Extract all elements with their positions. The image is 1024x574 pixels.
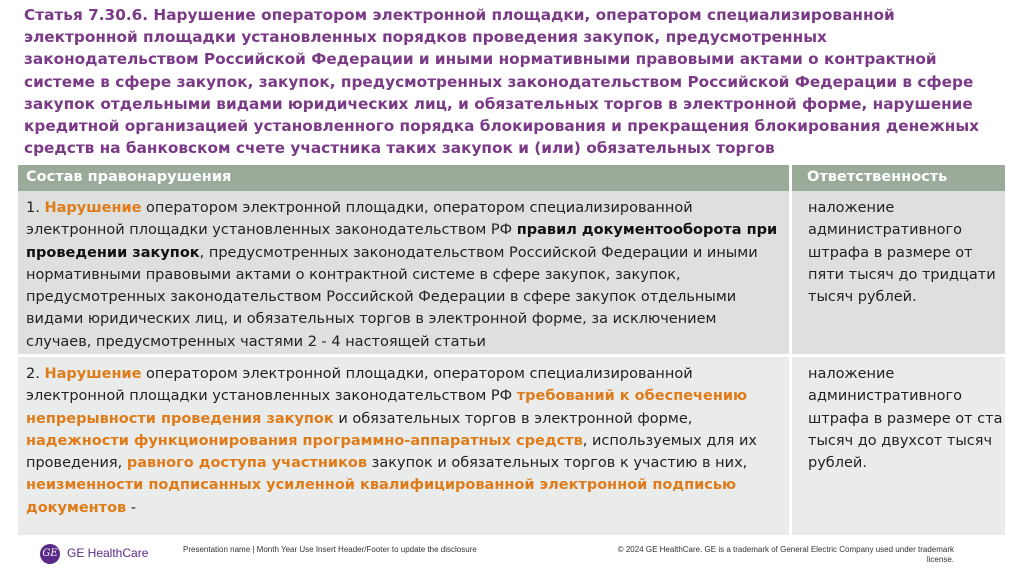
highlighted-text: неизменности подписанных усиленной квалифицированной электронной подписью документов xyxy=(26,477,737,516)
body-text: и обязательных торгов в электронной форме, xyxy=(333,410,693,427)
body-text: 1. xyxy=(26,200,45,216)
slide-title: Статья 7.30.6. Нарушение оператором электронной площадки, оператором специализированной электронной площадки установленных порядков проведения закупок, предусмотренных законодательством Российской Федерации и иными нормативными правовыми актами о контрактной системе в сфере закупок, закупок, предусмотренных законодательством Российской Федерации в сфере закупок отдельными видами юридических лиц, и обязательных торгов в электронной форме, нарушение кредитной организацией установленного порядка блокирования и прекращения блокирования денежных средств на банковском счете участника таких закупок и (или) обязательных торгов xyxy=(24,6,980,158)
body-text: оператором электронной площадки, оператором специализированной электронной площадки установленных законодательством РФ xyxy=(26,366,693,405)
liability-cell: наложение административного штрафа в размере от ста тысяч до двухсот тысяч рублей. xyxy=(808,366,1003,472)
offense-table xyxy=(18,165,1005,535)
highlighted-text: равного доступа участников xyxy=(126,455,368,472)
offense-cell xyxy=(26,197,786,353)
body-text: 2. xyxy=(26,366,45,382)
body-text: закупок и обязательных торгов к участию в них, xyxy=(367,455,748,472)
highlighted-text: надежности функционирования программно-аппаратных средств xyxy=(26,432,583,449)
table-row xyxy=(18,357,1005,535)
table-header xyxy=(18,165,1005,191)
highlighted-text: Нарушение xyxy=(44,366,142,382)
column-divider xyxy=(789,165,792,535)
copyright-notice: © 2024 GE HealthCare. GE is a trademark of General Electric Company used under trademark license. xyxy=(617,545,954,564)
body-text: оператором электронной площадки, оператором специализированной электронной площадки установленных законодательством РФ xyxy=(26,200,693,239)
body-text: , используемых для их проведения, xyxy=(26,432,757,472)
highlighted-text: требований к обеспечению непрерывности проведения закупок xyxy=(26,388,748,427)
header-liability: Ответственность xyxy=(807,169,948,185)
highlighted-text: Нарушение xyxy=(44,200,142,216)
presentation-disclosure: Presentation name | Month Year Use Insert Header/Footer to update the disclosure xyxy=(183,545,477,554)
liability-cell: наложение административного штрафа в размере от пяти тысяч до тридцати тысяч рублей. xyxy=(808,200,996,306)
body-text: , предусмотренных законодательством Российской Федерации и иными нормативными правовыми актами о контрактной системе в сфере закупок, закупок, предусмотренных законодательством Российской Федерации в сфере закупок отдельными видами юридических лиц, и обязательных торгов в электронной форме, за исключением случаев, предусмотренных частями 2 - 4 настоящей статьи xyxy=(26,244,758,350)
offense-cell xyxy=(26,363,786,519)
ge-monogram-logo: GE xyxy=(40,544,60,564)
table-row xyxy=(18,191,1005,355)
body-text: - xyxy=(126,499,137,516)
highlighted-text: правил документооборота при проведении закупок xyxy=(26,222,778,261)
header-offense: Состав правонарушения xyxy=(26,169,232,185)
logo-text: GE HealthCare xyxy=(67,546,149,560)
footer xyxy=(0,536,1024,574)
